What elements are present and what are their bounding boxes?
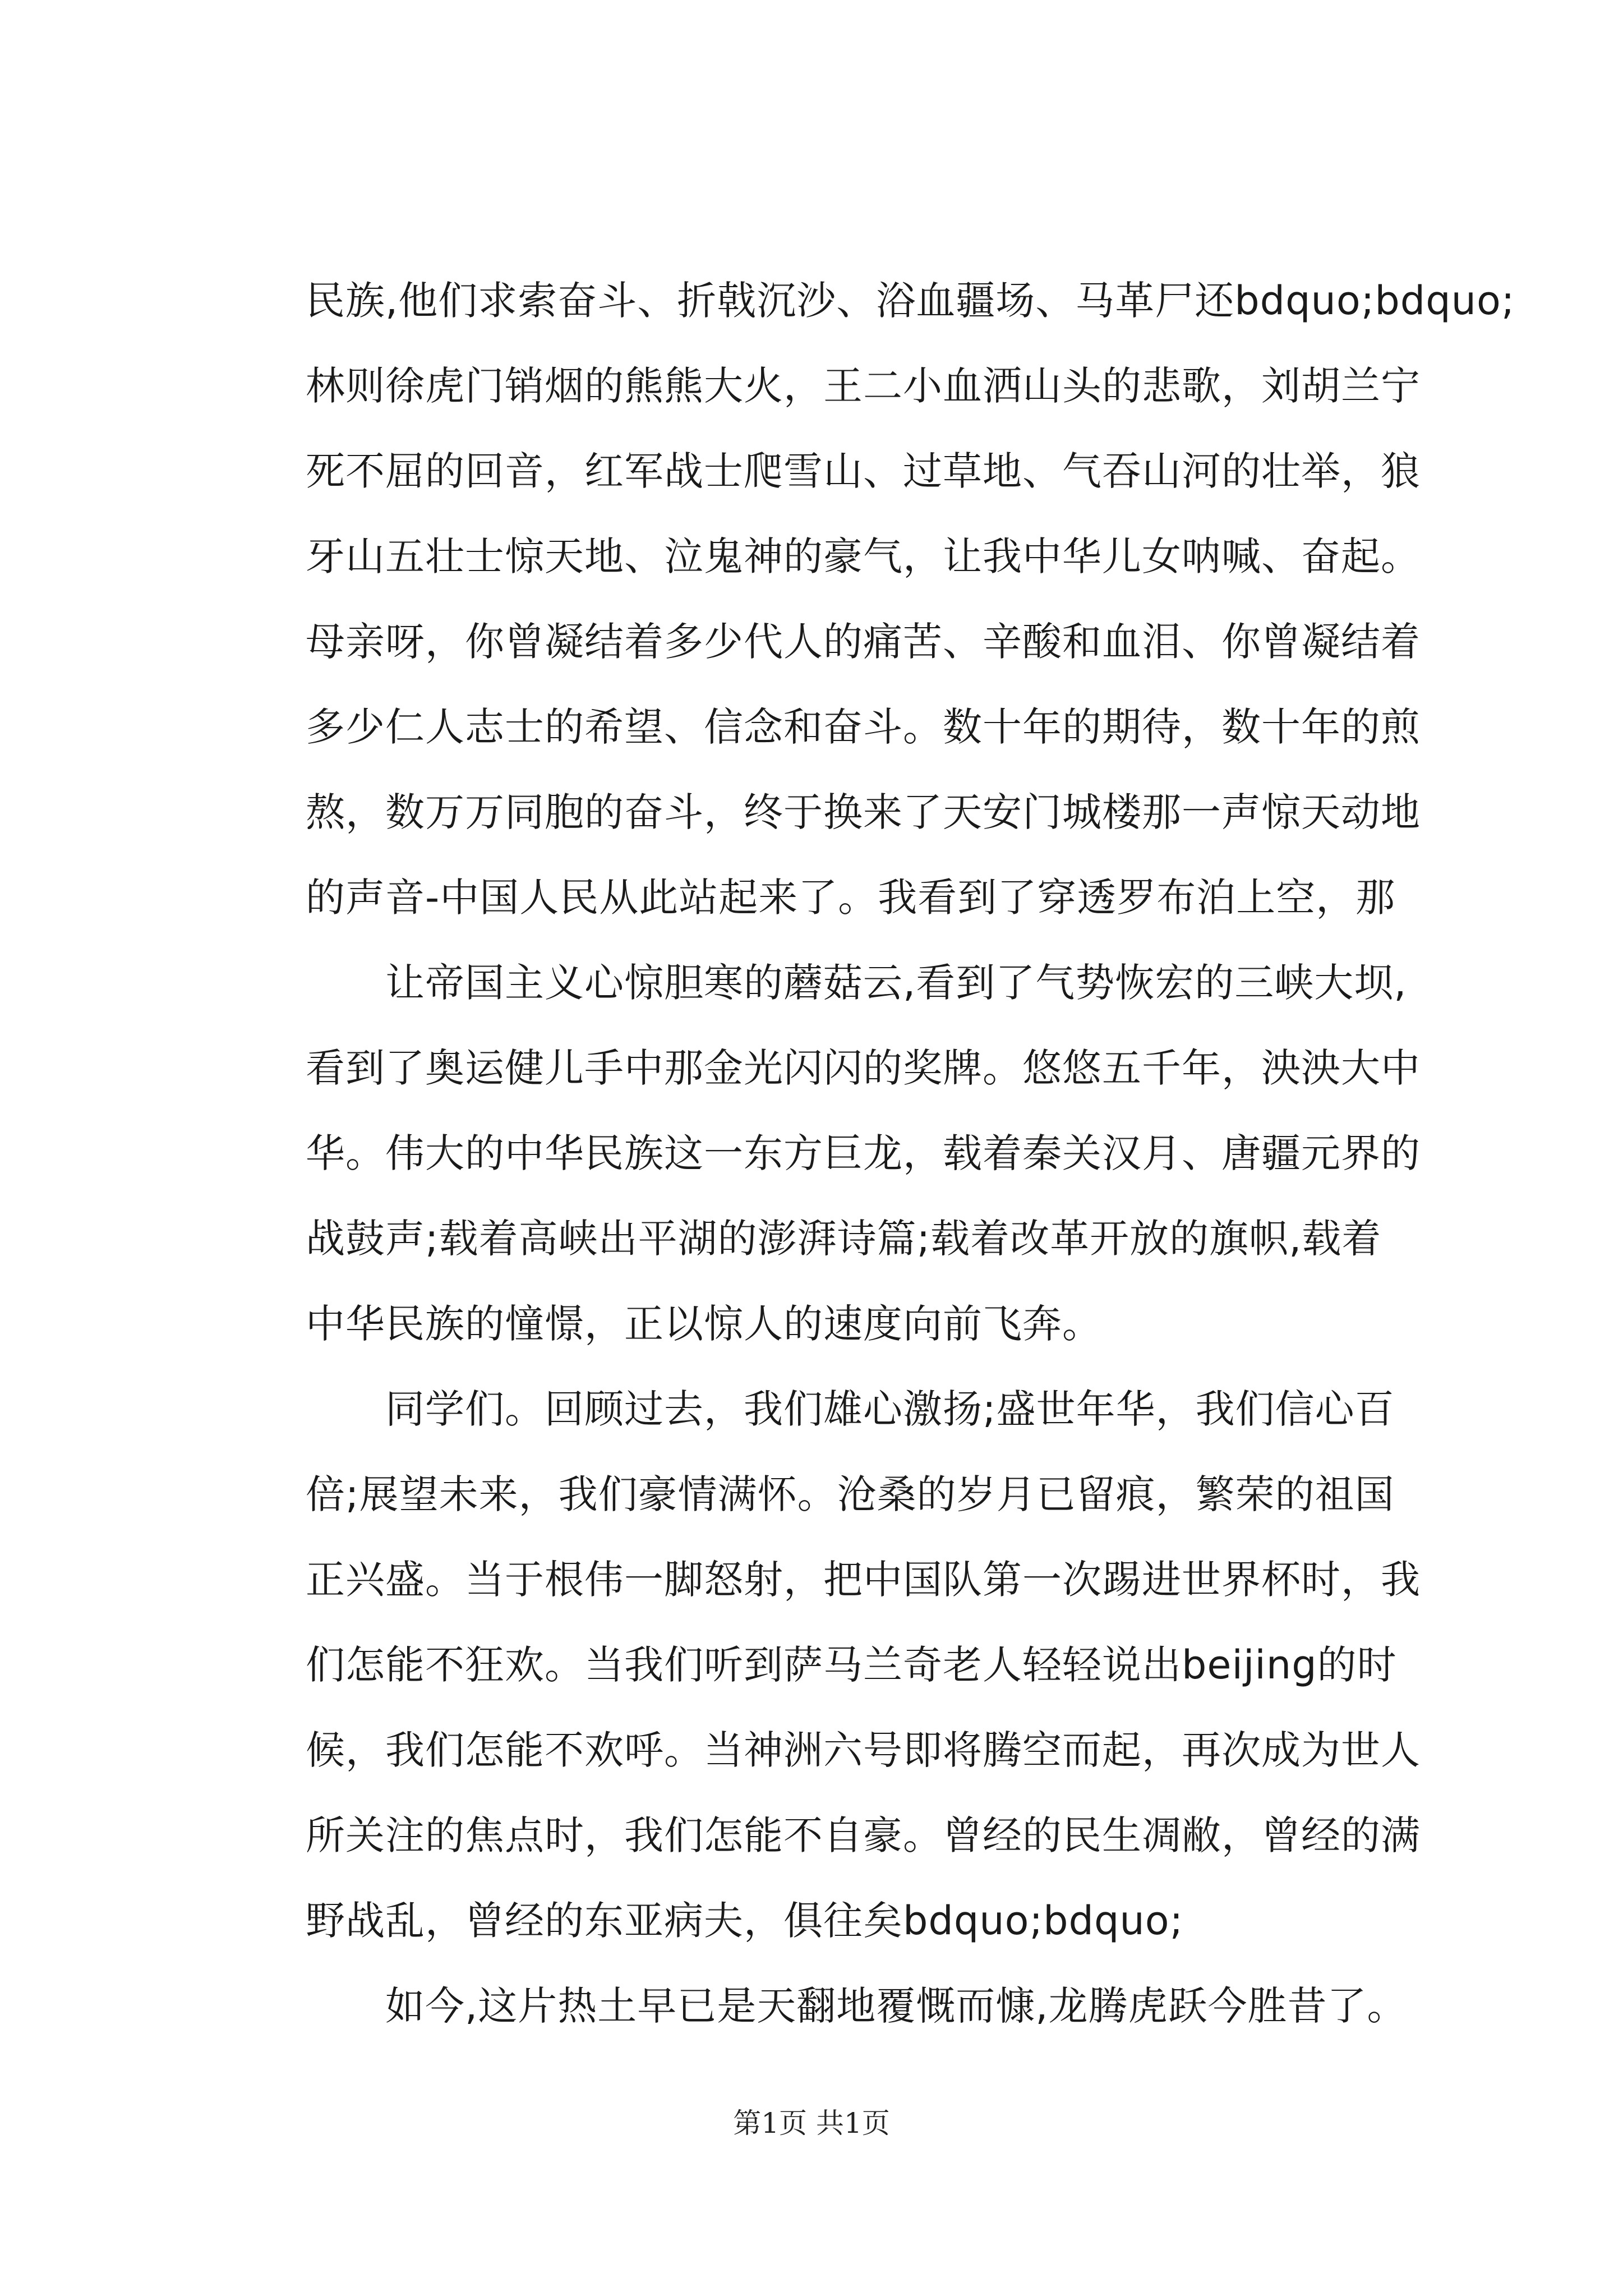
text-line: 如今,这片热土早已是天翻地覆慨而慷,龙腾虎跃今胜昔了。 bbox=[306, 1983, 1407, 2029]
text-line: 野战乱，曾经的东亚病夫，俱往矣bdquo;bdquo; bbox=[306, 1898, 1184, 1944]
text-line: 牙山五壮士惊天地、泣鬼神的豪气，让我中华儿女呐喊、奋起。 bbox=[306, 533, 1421, 579]
text-line: 倍;展望未来，我们豪情满怀。沧桑的岁月已留痕，繁荣的祖国 bbox=[306, 1471, 1395, 1517]
text-line: 战鼓声;载着高峡出平湖的澎湃诗篇;载着改革开放的旗帜,载着 bbox=[306, 1216, 1382, 1262]
text-line: 林则徐虎门销烟的熊熊大火，王二小血洒山头的悲歌，刘胡兰宁 bbox=[306, 363, 1421, 409]
text-line: 多少仁人志士的希望、信念和奋斗。数十年的期待，数十年的煎 bbox=[306, 704, 1421, 750]
page-number-label: 第1页 共1页 bbox=[733, 2107, 890, 2139]
text-line: 母亲呀，你曾凝结着多少代人的痛苦、辛酸和血泪、你曾凝结着 bbox=[306, 619, 1421, 665]
text-line: 让帝国主义心惊胆寒的蘑菇云,看到了气势恢宏的三峡大坝, bbox=[306, 960, 1407, 1006]
text-line: 所关注的焦点时，我们怎能不自豪。曾经的民生凋敝，曾经的满 bbox=[306, 1812, 1421, 1858]
text-line: 看到了奥运健儿手中那金光闪闪的奖牌。悠悠五千年，泱泱大中 bbox=[306, 1045, 1421, 1091]
text-line: 候，我们怎能不欢呼。当神洲六号即将腾空而起，再次成为世人 bbox=[306, 1727, 1421, 1773]
text-line: 们怎能不狂欢。当我们听到萨马兰奇老人轻轻说出beijing的时 bbox=[306, 1642, 1397, 1688]
page-footer bbox=[0, 2101, 1623, 2141]
text-line: 民族,他们求索奋斗、折戟沉沙、浴血疆场、马革尸还bdquo;bdquo; bbox=[306, 278, 1515, 324]
text-line: 熬，数万万同胞的奋斗，终于换来了天安门城楼那一声惊天动地 bbox=[306, 789, 1421, 835]
document-body bbox=[306, 258, 1515, 2049]
text-line: 同学们。回顾过去，我们雄心激扬;盛世年华，我们信心百 bbox=[306, 1386, 1395, 1432]
text-line: 的声音-中国人民从此站起来了。我看到了穿透罗布泊上空，那 bbox=[306, 875, 1396, 921]
text-line: 正兴盛。当于根伟一脚怒射，把中国队第一次踢进世界杯时，我 bbox=[306, 1557, 1421, 1603]
text-line: 华。伟大的中华民族这一东方巨龙，载着秦关汉月、唐疆元界的 bbox=[306, 1130, 1421, 1176]
text-line: 中华民族的憧憬，正以惊人的速度向前飞奔。 bbox=[306, 1301, 1102, 1347]
text-line: 死不屈的回音，红军战士爬雪山、过草地、气吞山河的壮举，狼 bbox=[306, 448, 1421, 494]
